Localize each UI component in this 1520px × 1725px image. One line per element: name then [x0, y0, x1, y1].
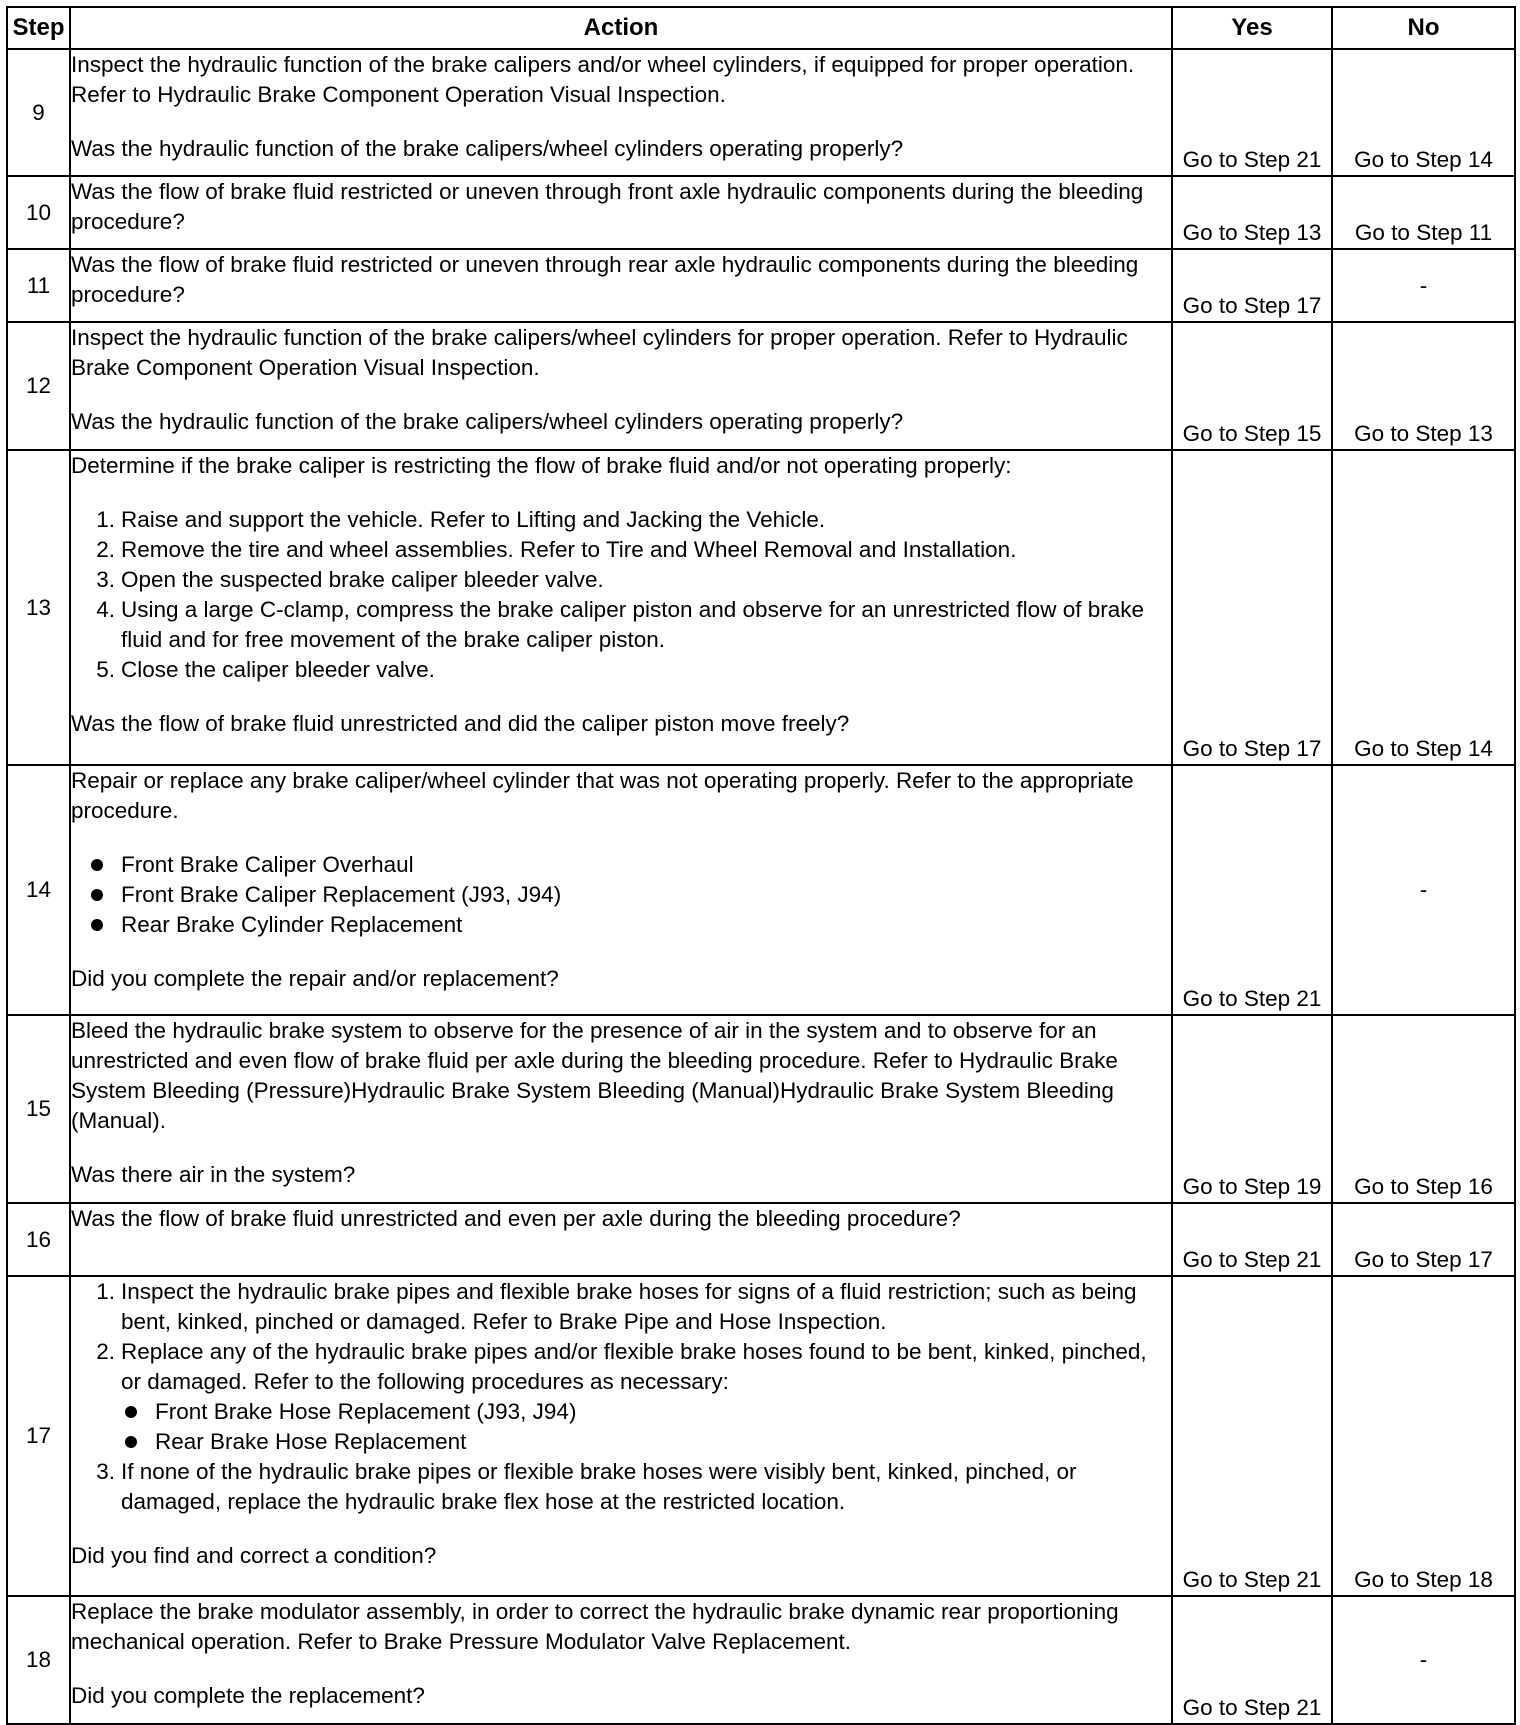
procedure-list: [71, 505, 1171, 685]
table-row: [7, 249, 1515, 322]
action-instruction: Replace the brake modulator assembly, in order to correct the hydraulic brake dynamic rear proportioning mechanical operation. Refer to Brake Pressure Modulator Valve Replacement.: [71, 1599, 1119, 1654]
list-item-text: Remove the tire and wheel assemblies. Refer to Tire and Wheel Removal and Installation.: [121, 537, 1017, 562]
action-question: Did you complete the replacement?: [71, 1683, 425, 1708]
bullet-item: [87, 910, 1171, 940]
no-cell: Go to Step 14: [1332, 450, 1515, 765]
step-number: 9: [7, 49, 70, 176]
table-row: [7, 1015, 1515, 1203]
list-item: [87, 595, 1171, 655]
bullet-item: [121, 1397, 1171, 1427]
list-item: [87, 1337, 1171, 1457]
header-no: No: [1332, 7, 1515, 49]
yes-cell: Go to Step 21: [1172, 49, 1332, 176]
step-number: 12: [7, 322, 70, 450]
yes-cell: Go to Step 21: [1172, 765, 1332, 1015]
list-item: [87, 1277, 1171, 1337]
action-cell: [70, 1596, 1172, 1724]
table-row: [7, 322, 1515, 450]
list-item-text: Open the suspected brake caliper bleeder valve.: [121, 567, 604, 592]
header-step: Step: [7, 7, 70, 49]
step-number: 13: [7, 450, 70, 765]
bullet-text: Front Brake Hose Replacement (J93, J94): [155, 1399, 577, 1424]
action-question: Did you complete the repair and/or replacement?: [71, 966, 559, 991]
step-number: 16: [7, 1203, 70, 1276]
bullet-text: Rear Brake Cylinder Replacement: [121, 912, 463, 937]
list-item: [87, 1457, 1171, 1517]
list-number: 5.: [96, 657, 115, 682]
step-number: 11: [7, 249, 70, 322]
table-row: [7, 1276, 1515, 1596]
bullet-icon: [125, 1406, 137, 1418]
yes-cell: Go to Step 15: [1172, 322, 1332, 450]
bullet-icon: [91, 919, 103, 931]
table-row: [7, 49, 1515, 176]
list-item: [87, 535, 1171, 565]
bullet-text: Front Brake Caliper Overhaul: [121, 852, 414, 877]
step-number: 18: [7, 1596, 70, 1724]
action-cell: [70, 1203, 1172, 1276]
list-item-text: If none of the hydraulic brake pipes or flexible brake hoses were visibly bent, kinked, pinched, or damaged, replace the hydraulic brake flex hose at the restricted location.: [121, 1459, 1077, 1514]
action-cell: [70, 1276, 1172, 1596]
list-number: 3.: [96, 1459, 115, 1484]
no-cell: -: [1332, 1596, 1515, 1724]
action-cell: [70, 176, 1172, 249]
bullet-item: [121, 1427, 1171, 1457]
no-cell: Go to Step 13: [1332, 322, 1515, 450]
procedure-bullet-list: [71, 850, 1171, 940]
list-number: 3.: [96, 567, 115, 592]
list-number: 1.: [96, 1279, 115, 1304]
table-row: [7, 176, 1515, 249]
bullet-item: [87, 850, 1171, 880]
action-instruction: Inspect the hydraulic function of the brake calipers and/or wheel cylinders, if equipped for proper operation. Refer to Hydraulic Brake Component Operation Visual Inspection.: [71, 52, 1135, 107]
no-cell: Go to Step 14: [1332, 49, 1515, 176]
action-cell: [70, 450, 1172, 765]
yes-cell: Go to Step 17: [1172, 450, 1332, 765]
list-item-text: Raise and support the vehicle. Refer to Lifting and Jacking the Vehicle.: [121, 507, 826, 532]
step-number: 17: [7, 1276, 70, 1596]
bullet-icon: [91, 859, 103, 871]
no-cell: -: [1332, 765, 1515, 1015]
bullet-icon: [125, 1436, 137, 1448]
yes-cell: Go to Step 21: [1172, 1596, 1332, 1724]
list-item: [87, 565, 1171, 595]
list-item-text: Replace any of the hydraulic brake pipes and/or flexible brake hoses found to be bent, kinked, pinched, or damaged. Refer to the following procedures as necessary:: [121, 1339, 1147, 1394]
diagnostic-table: [6, 6, 1516, 1725]
action-question: Was there air in the system?: [71, 1162, 356, 1187]
action-question: Was the flow of brake fluid restricted or uneven through front axle hydraulic components during the bleeding procedure?: [71, 179, 1144, 234]
table-row: [7, 450, 1515, 765]
list-number: 2.: [96, 1339, 115, 1364]
list-number: 1.: [96, 507, 115, 532]
action-question: Was the hydraulic function of the brake calipers/wheel cylinders operating properly?: [71, 136, 904, 161]
list-item: [87, 505, 1171, 535]
yes-cell: Go to Step 13: [1172, 176, 1332, 249]
step-number: 10: [7, 176, 70, 249]
yes-cell: Go to Step 19: [1172, 1015, 1332, 1203]
table-row: [7, 1596, 1515, 1724]
bullet-icon: [91, 889, 103, 901]
table-row: [7, 1203, 1515, 1276]
yes-cell: Go to Step 21: [1172, 1276, 1332, 1596]
list-item-text: Close the caliper bleeder valve.: [121, 657, 435, 682]
no-cell: Go to Step 17: [1332, 1203, 1515, 1276]
list-item-text: Using a large C-clamp, compress the brake caliper piston and observe for an unrestricted flow of brake fluid and for free movement of the brake caliper piston.: [121, 597, 1144, 652]
list-number: 2.: [96, 537, 115, 562]
action-instruction: Bleed the hydraulic brake system to observe for the presence of air in the system and to observe for an unrestricted and even flow of brake fluid per axle during the bleeding procedure. Refer to Hydraulic Brake System Bleeding (Pressure)Hydraulic Brake System Bleeding (Manual)Hydraulic Brake System Bleeding (Manual).: [71, 1018, 1118, 1133]
list-item: [87, 655, 1171, 685]
yes-cell: Go to Step 17: [1172, 249, 1332, 322]
action-question: Did you find and correct a condition?: [71, 1543, 437, 1568]
table-row: [7, 765, 1515, 1015]
header-row: [7, 7, 1515, 49]
action-instruction: Repair or replace any brake caliper/wheel cylinder that was not operating properly. Refer to the appropriate procedure.: [71, 768, 1134, 823]
action-cell: [70, 249, 1172, 322]
action-instruction: Inspect the hydraulic function of the brake calipers/wheel cylinders for proper operation. Refer to Hydraulic Brake Component Operation Visual Inspection.: [71, 325, 1128, 380]
header-yes: Yes: [1172, 7, 1332, 49]
action-question: Was the hydraulic function of the brake calipers/wheel cylinders operating properly?: [71, 409, 904, 434]
bullet-text: Front Brake Caliper Replacement (J93, J94): [121, 882, 562, 907]
step-number: 15: [7, 1015, 70, 1203]
action-question: Was the flow of brake fluid unrestricted and did the caliper piston move freely?: [71, 711, 850, 736]
no-cell: -: [1332, 249, 1515, 322]
action-cell: [70, 322, 1172, 450]
procedure-bullet-list: [121, 1397, 1171, 1457]
yes-cell: Go to Step 21: [1172, 1203, 1332, 1276]
list-number: 4.: [96, 597, 115, 622]
action-cell: [70, 1015, 1172, 1203]
list-item-text: Inspect the hydraulic brake pipes and flexible brake hoses for signs of a fluid restriction; such as being bent, kinked, pinched or damaged. Refer to Brake Pipe and Hose Inspection.: [121, 1279, 1137, 1334]
action-question: Was the flow of brake fluid restricted or uneven through rear axle hydraulic components during the bleeding procedure?: [71, 252, 1139, 307]
no-cell: Go to Step 11: [1332, 176, 1515, 249]
bullet-item: [87, 880, 1171, 910]
action-cell: [70, 765, 1172, 1015]
action-instruction: Determine if the brake caliper is restricting the flow of brake fluid and/or not operating properly:: [71, 453, 1012, 478]
action-cell: [70, 49, 1172, 176]
no-cell: Go to Step 18: [1332, 1276, 1515, 1596]
action-question: Was the flow of brake fluid unrestricted and even per axle during the bleeding procedure?: [71, 1206, 961, 1231]
procedure-list: [71, 1277, 1171, 1517]
header-action: Action: [70, 7, 1172, 49]
step-number: 14: [7, 765, 70, 1015]
no-cell: Go to Step 16: [1332, 1015, 1515, 1203]
bullet-text: Rear Brake Hose Replacement: [155, 1429, 467, 1454]
